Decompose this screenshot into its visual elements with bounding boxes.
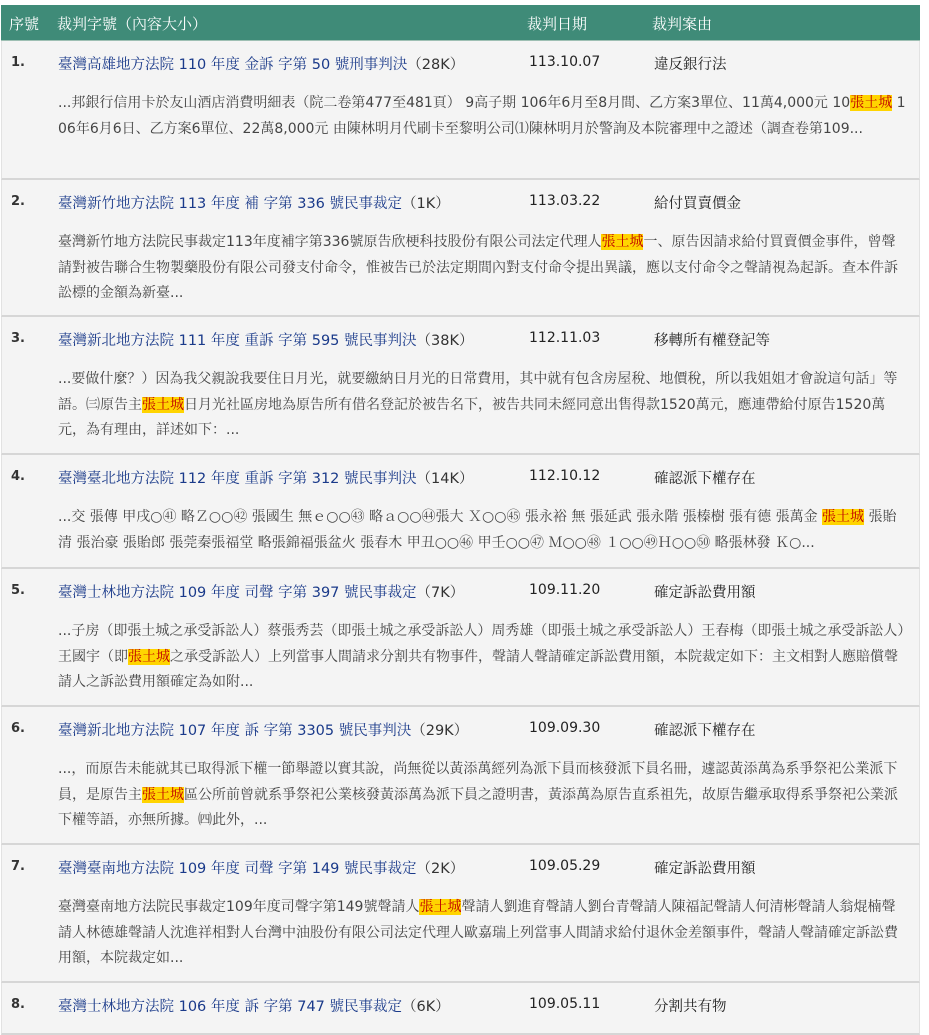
table-row bbox=[1, 317, 920, 455]
highlight-term: 張土城 bbox=[128, 648, 170, 665]
judgment-date: 109.05.29 bbox=[529, 858, 601, 874]
table-row bbox=[1, 983, 920, 1035]
judgment-cause: 分割共有物 bbox=[654, 999, 727, 1015]
table-row bbox=[1, 41, 920, 180]
snippet bbox=[58, 619, 908, 696]
highlight-term: 張土城 bbox=[850, 95, 893, 111]
table-row bbox=[1, 707, 920, 845]
case-link[interactable] bbox=[58, 329, 473, 350]
case-link[interactable] bbox=[58, 467, 473, 488]
judgment-cause: 確定訴訟費用額 bbox=[654, 861, 756, 877]
snippet bbox=[58, 230, 908, 307]
snippet-after: 之承受訴訟人）上列當事人間請求分割共有物事件，聲請人聲請確定訴訟費用額，本院裁定如下：主文相對人應賠償聲請人之訴訟費用額確定為如附... bbox=[58, 648, 898, 690]
snippet-before: 臺灣臺南地方法院民事裁定109年度司聲字第149號聲請人 bbox=[58, 899, 420, 915]
snippet-after: 106年6月6日、乙方案6單位、22萬8,000元 由陳林明月代刷卡至黎明公司⑴陳林明月於警詢及本院審理中之證述（調查卷第109... bbox=[58, 95, 906, 137]
case-link[interactable] bbox=[58, 53, 464, 74]
case-title: 臺灣新北地方法院 111 年度 重訴 字第 595 號民事判決 bbox=[58, 333, 417, 349]
table-row bbox=[1, 180, 920, 317]
snippet bbox=[58, 505, 908, 556]
case-size: （28K） bbox=[407, 57, 465, 73]
snippet-after: 聲請人劉進育聲請人劉台青聲請人陳福記聲請人何清彬聲請人翁焜楠聲請人林德雄聲請人沈進祥相對人台灣中油股份有限公司法定代理人歐嘉瑞上列當事人間請求給付退休金差額事件，聲請人聲請確定訴訟費用額，本院裁定如... bbox=[58, 899, 898, 966]
row-number: 8. bbox=[11, 997, 25, 1012]
judgment-cause: 違反銀行法 bbox=[654, 57, 727, 73]
header-date: 裁判日期 bbox=[527, 15, 588, 33]
judgment-date: 113.03.22 bbox=[529, 193, 601, 209]
judgment-date: 109.05.11 bbox=[529, 996, 601, 1012]
header-no: 序號 bbox=[9, 15, 40, 33]
case-link[interactable] bbox=[58, 192, 450, 213]
case-title: 臺灣新竹地方法院 113 年度 補 字第 336 號民事裁定 bbox=[58, 196, 403, 212]
case-size: （7K） bbox=[416, 585, 465, 601]
highlight-term: 張土城 bbox=[822, 509, 865, 525]
snippet-before: ...子房（即張土城之承受訴訟人）蔡張秀芸（即張土城之承受訴訟人）周秀雄（即張土城之承受訴訟人）王春梅（即張土城之承受訴訟人）王國宇（即 bbox=[58, 623, 905, 665]
judgment-date: 113.10.07 bbox=[529, 54, 601, 70]
row-number: 3. bbox=[11, 331, 25, 346]
judgment-date: 109.09.30 bbox=[529, 720, 601, 736]
case-title: 臺灣新北地方法院 107 年度 訴 字第 3305 號民事判決 bbox=[58, 723, 412, 739]
snippet-after: 一、原告因請求給付買賣價金事件，曾聲請對被告聯合生物製藥股份有限公司發支付命令，惟被告已於法定期間內對支付命令提出異議，應以支付命令之聲請視為起訴。查本件訴訟標的金額為新臺... bbox=[58, 234, 898, 301]
snippet-before: ...交 張傳 甲戌○㊶ 略Ｚ○○㊷ 張國生 無ｅ○○㊸ 略ａ○○㊹張大 Ｘ○○㊺ 張永裕 無 張延武 張永階 張榛樹 張有德 張萬金 bbox=[58, 509, 823, 525]
case-link[interactable] bbox=[58, 995, 450, 1016]
snippet bbox=[58, 91, 908, 142]
snippet-after: 日月光社區房地為原告所有借名登記於被告名下，被告共同未經同意出售得款1520萬元，應連帶給付原告1520萬元，為有理由，詳述如下：... bbox=[58, 396, 886, 438]
case-size: （38K） bbox=[416, 333, 474, 349]
snippet-after: 區公所前曾就系爭祭祀公業核發黃添萬為派下員之證明書，黃添萬為原告直系祖先，故原告繼承取得系爭祭祀公業派下權等語，亦無所據。㈣此外，... bbox=[58, 786, 898, 828]
header-case: 裁判字號（內容大小） bbox=[57, 15, 208, 33]
case-title: 臺灣士林地方法院 106 年度 訴 字第 747 號民事裁定 bbox=[58, 999, 403, 1015]
judgment-cause: 確定訴訟費用額 bbox=[654, 585, 756, 601]
judgment-date: 112.10.12 bbox=[529, 468, 601, 484]
row-number: 1. bbox=[11, 55, 25, 70]
case-title: 臺灣士林地方法院 109 年度 司聲 字第 397 號民事裁定 bbox=[58, 585, 417, 601]
highlight-term: 張土城 bbox=[142, 396, 184, 413]
case-title: 臺灣臺南地方法院 109 年度 司聲 字第 149 號民事裁定 bbox=[58, 861, 417, 877]
snippet-before: ...要做什麼？）因為我父親說我要住日月光，就要繳納日月光的日常費用，其中就有包含房屋稅、地價稅，所以我姐姐才會說這句話」等語。㈢原告主 bbox=[58, 371, 898, 413]
snippet-before: ...邦銀行信用卡於友山酒店消費明細表（院二卷第477至481頁） 9高子期 106年6月至8月間、乙方案3單位、11萬4,000元 10 bbox=[58, 95, 851, 111]
row-number: 5. bbox=[11, 583, 25, 598]
header-cause: 裁判案由 bbox=[652, 15, 713, 33]
row-number: 7. bbox=[11, 859, 25, 874]
row-number: 2. bbox=[11, 194, 25, 209]
snippet-before: 臺灣新竹地方法院民事裁定113年度補字第336號原告欣梗科技股份有限公司法定代理人 bbox=[58, 234, 602, 250]
row-number: 4. bbox=[11, 469, 25, 484]
highlight-term: 張土城 bbox=[142, 786, 184, 803]
snippet-before: ...，而原告未能就其已取得派下權一節舉證以實其說，尚無從以黃添萬經列為派下員而核發派下員名冊，遽認黃添萬為系爭祭祀公業派下員，是原告主 bbox=[58, 761, 898, 803]
case-size: （6K） bbox=[402, 999, 450, 1015]
snippet bbox=[58, 895, 908, 972]
case-size: （14K） bbox=[416, 471, 474, 487]
highlight-term: 張土城 bbox=[601, 234, 644, 250]
case-link[interactable] bbox=[58, 857, 464, 878]
case-link[interactable] bbox=[58, 581, 464, 602]
judgment-cause: 給付買賣價金 bbox=[654, 196, 741, 212]
table-header bbox=[1, 5, 920, 41]
snippet-after: 張貽清 張治豪 張貽郎 張莞秦張福堂 略張錦福張盆火 張春木 甲丑○○㊻ 甲壬○○㊼ Ｍ○○㊽ １○○㊾Ｈ○○㊿ 略張林發 Ｋ○... bbox=[58, 509, 897, 551]
case-size: （1K） bbox=[402, 196, 450, 212]
row-number: 6. bbox=[11, 721, 25, 736]
table-row bbox=[1, 455, 920, 569]
table-row bbox=[1, 569, 920, 707]
results-table bbox=[1, 5, 920, 1035]
snippet bbox=[58, 367, 908, 444]
highlight-term: 張土城 bbox=[419, 899, 462, 915]
case-size: （2K） bbox=[416, 861, 465, 877]
judgment-cause: 確認派下權存在 bbox=[654, 471, 756, 487]
judgment-cause: 移轉所有權登記等 bbox=[654, 333, 770, 349]
judgment-date: 109.11.20 bbox=[529, 582, 601, 598]
case-size: （29K） bbox=[411, 723, 469, 739]
case-title: 臺灣高雄地方法院 110 年度 金訴 字第 50 號刑事判決 bbox=[58, 57, 408, 73]
table-row bbox=[1, 845, 920, 983]
judgment-cause: 確認派下權存在 bbox=[654, 723, 756, 739]
case-title: 臺灣臺北地方法院 112 年度 重訴 字第 312 號民事判決 bbox=[58, 471, 417, 487]
case-link[interactable] bbox=[58, 719, 468, 740]
snippet bbox=[58, 757, 908, 834]
judgment-date: 112.11.03 bbox=[529, 330, 601, 346]
